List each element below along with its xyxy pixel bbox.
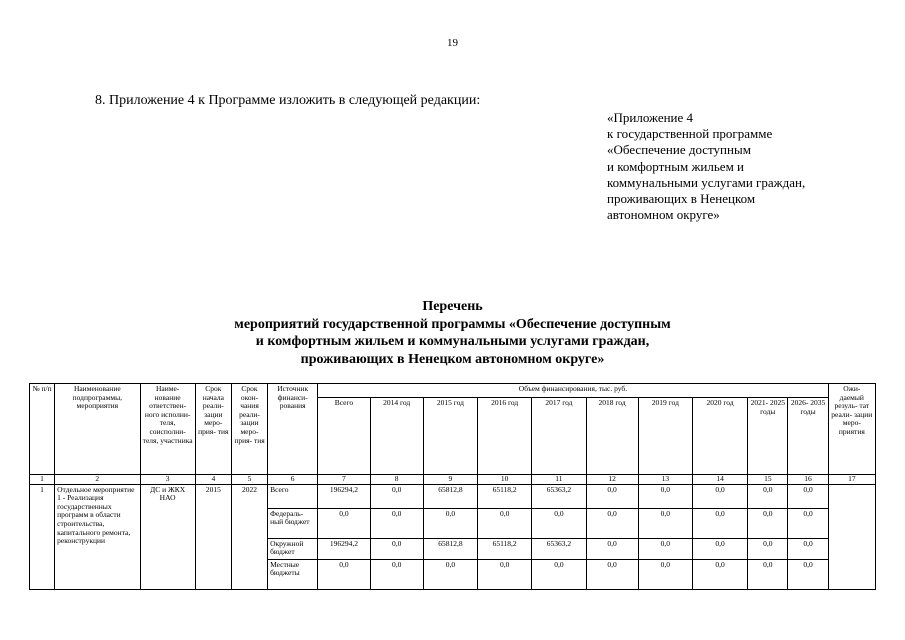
amount-cell: 0,0	[788, 508, 828, 538]
column-number: 8	[370, 475, 423, 485]
column-number: 9	[423, 475, 477, 485]
header-year: 2020 год	[692, 398, 747, 475]
amount-cell: 65812,8	[423, 484, 477, 508]
amount-cell: 65363,2	[532, 538, 586, 559]
document-title	[0, 298, 905, 368]
header-name: Наименование подпрограммы, мероприятия	[55, 384, 140, 475]
header-year: 2019 год	[638, 398, 692, 475]
annex-line: «Приложение 4	[607, 110, 694, 125]
header-executor: Наиме- нование ответствен- ного исполни- теля, соисполни- теля, участника	[140, 384, 195, 475]
header-year: 2014 год	[370, 398, 423, 475]
intro-paragraph: 8. Приложение 4 к Программе изложить в следующей редакции:	[95, 93, 481, 108]
header-result: Ожи- даемый резуль- тат реали- зации меро- приятия	[828, 384, 875, 475]
annex-heading	[607, 110, 805, 223]
title-line: проживающих в Ненецком автономном округе»	[300, 351, 605, 367]
amount-cell: 0,0	[423, 508, 477, 538]
annex-line: к государственной программе	[607, 126, 773, 142]
column-number: 14	[692, 475, 747, 485]
title-line: мероприятий государственной программы «Обеспечение доступным	[234, 316, 671, 332]
column-number: 13	[638, 475, 692, 485]
amount-cell: 0,0	[586, 559, 638, 589]
amount-cell: 0,0	[586, 508, 638, 538]
amount-cell: 0,0	[788, 484, 828, 508]
column-number: 16	[788, 475, 828, 485]
annex-line: проживающих в Ненецком	[607, 191, 756, 207]
amount-cell: 0,0	[748, 484, 788, 508]
end-year-cell: 2022	[231, 484, 267, 589]
amount-cell: 65118,2	[478, 538, 532, 559]
amount-cell: 0,0	[423, 559, 477, 589]
amount-cell: 0,0	[370, 538, 423, 559]
amount-cell: 0,0	[748, 508, 788, 538]
header-end: Срок окон- чания реали- зации меро- прия- тия	[231, 384, 267, 475]
amount-cell: 0,0	[692, 508, 747, 538]
column-number: 7	[318, 475, 370, 485]
executor-cell: ДС и ЖКХ НАО	[140, 484, 195, 589]
amount-cell: 65118,2	[478, 484, 532, 508]
annex-line: и комфортным жильем и	[607, 158, 745, 174]
column-number: 15	[748, 475, 788, 485]
header-num: № п/п	[30, 384, 55, 475]
amount-cell: 196294,2	[318, 484, 370, 508]
column-number: 3	[140, 475, 195, 485]
header-source: Источник финанси- рования	[268, 384, 318, 475]
header-start: Срок начала реали- зации меро- прия- тия	[195, 384, 231, 475]
header-funding-group: Объем финансирования, тыс. руб.	[318, 384, 828, 398]
source-label: Всего	[268, 484, 318, 508]
header-year: 2015 год	[423, 398, 477, 475]
start-year-cell: 2015	[195, 484, 231, 589]
amount-cell: 0,0	[532, 559, 586, 589]
column-number: 2	[55, 475, 140, 485]
title-line: Перечень	[422, 299, 483, 314]
source-label: Федераль- ный бюджет	[268, 508, 318, 538]
header-year: 2026- 2035 годы	[788, 398, 828, 475]
column-number: 17	[828, 475, 875, 485]
amount-cell: 0,0	[478, 508, 532, 538]
amount-cell: 0,0	[586, 538, 638, 559]
annex-line: «Обеспечение доступным	[607, 142, 751, 158]
amount-cell: 0,0	[478, 559, 532, 589]
header-row	[30, 384, 876, 398]
amount-cell: 0,0	[788, 559, 828, 589]
amount-cell: 0,0	[318, 559, 370, 589]
amount-cell: 0,0	[318, 508, 370, 538]
table-row	[30, 484, 876, 508]
amount-cell: 0,0	[370, 508, 423, 538]
amount-cell: 0,0	[586, 484, 638, 508]
amount-cell: 0,0	[532, 508, 586, 538]
column-number: 4	[195, 475, 231, 485]
amount-cell: 0,0	[638, 538, 692, 559]
source-label: Местные бюджеты	[268, 559, 318, 589]
source-label: Окружной бюджет	[268, 538, 318, 559]
amount-cell: 65363,2	[532, 484, 586, 508]
result-cell	[828, 484, 875, 589]
header-year: 2016 год	[478, 398, 532, 475]
column-number-row	[30, 475, 876, 485]
row-num: 1	[30, 484, 55, 589]
amount-cell: 0,0	[748, 559, 788, 589]
amount-cell: 65812,8	[423, 538, 477, 559]
column-number: 10	[478, 475, 532, 485]
amount-cell: 196294,2	[318, 538, 370, 559]
column-number: 6	[268, 475, 318, 485]
measure-name: Отдельное мероприятие 1 - Реализация государственных программ в области строительства, капитального ремонта, реконструкции	[55, 484, 140, 589]
column-number: 5	[231, 475, 267, 485]
amount-cell: 0,0	[692, 559, 747, 589]
amount-cell: 0,0	[692, 538, 747, 559]
annex-line: коммунальными услугами граждан,	[607, 174, 806, 190]
amount-cell: 0,0	[748, 538, 788, 559]
amount-cell: 0,0	[370, 559, 423, 589]
amount-cell: 0,0	[638, 559, 692, 589]
header-year: 2021- 2025 годы	[748, 398, 788, 475]
page-number: 19	[447, 37, 458, 49]
header-year: Всего	[318, 398, 370, 475]
column-number: 12	[586, 475, 638, 485]
amount-cell: 0,0	[692, 484, 747, 508]
header-year: 2018 год	[586, 398, 638, 475]
amount-cell: 0,0	[638, 484, 692, 508]
header-year: 2017 год	[532, 398, 586, 475]
amount-cell: 0,0	[370, 484, 423, 508]
title-line: и комфортным жильем и коммунальными услугами граждан,	[255, 334, 650, 349]
annex-line: автономном округе»	[607, 207, 720, 223]
column-number: 1	[30, 475, 55, 485]
amount-cell: 0,0	[638, 508, 692, 538]
amount-cell: 0,0	[788, 538, 828, 559]
column-number: 11	[532, 475, 586, 485]
funding-table	[29, 383, 876, 590]
